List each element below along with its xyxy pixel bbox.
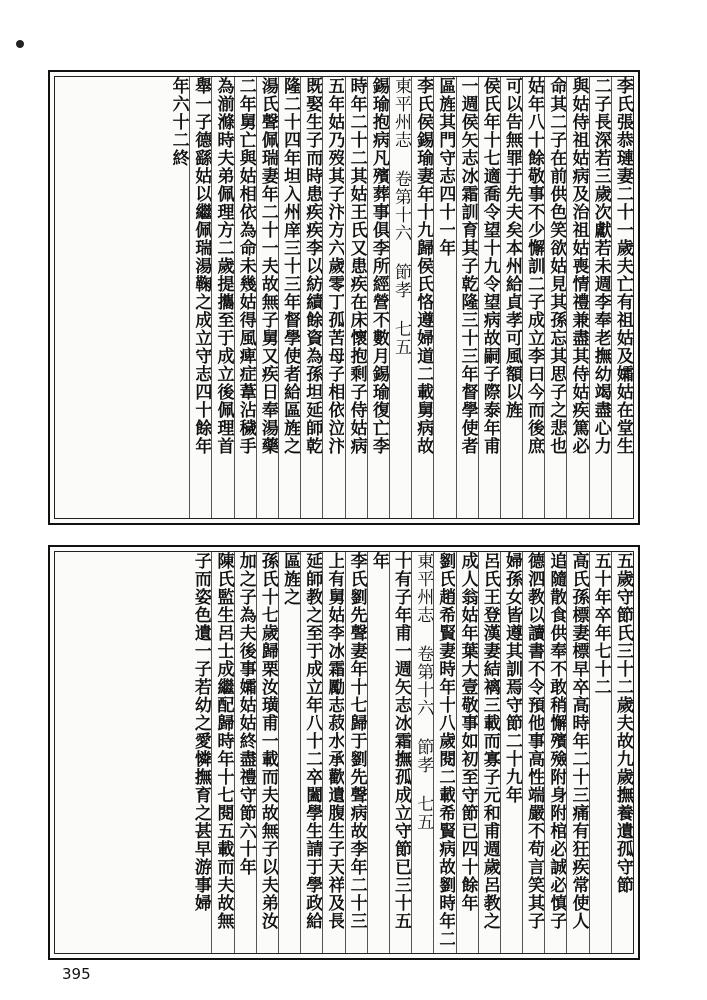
- text-column: 呂氏王登漢妻結褵三載而寡子元和甫週歲呂教之: [478, 552, 500, 953]
- text-column: 命其二子在前供色笑欲姑見其孫忘其思子之悲也: [544, 77, 566, 518]
- fold-marker-column: 東平州志 卷第十六 節孝 七五: [411, 552, 433, 953]
- bottom-columns: [54, 551, 634, 954]
- text-column: 追隨散食供奉不敢稍懈殯殮附身附棺必誠必慎子: [544, 552, 566, 953]
- text-column: 五十年卒年七十二: [589, 552, 611, 953]
- text-column: 可以告無罪于先夫矣本州給貞孝可風額以旌: [500, 77, 522, 518]
- text-column: 既娶生子而時患疾疾李以紡績餘資為孫坦延師乾: [300, 77, 322, 518]
- binding-hole-icon: [16, 40, 24, 48]
- text-column: 為湔滌時夫弟佩理方二歲提攜至于成立後佩理首: [211, 77, 233, 518]
- text-column: 隆二十四年坦入州庠三十三年督學使者給區旌之: [278, 77, 300, 518]
- text-column: 時年二十二其姑王氏又患疾在床懷抱剩子侍姑病: [345, 77, 367, 518]
- text-column: 李氏侯錫瑜妻年十九歸侯氏恪遵婦道二載舅病故: [411, 77, 433, 518]
- text-column: 姑年八十餘敬事不少懈訓二子成立李曰今而後庶: [522, 77, 544, 518]
- text-column: 區旌之: [278, 552, 300, 953]
- text-column: 二子長深若三歲次獻若未週李奉老撫幼竭盡心力: [589, 77, 611, 518]
- bottom-text-panel: [48, 545, 640, 960]
- text-column: 湯氏聲佩瑞妻年二十一夫故無子舅又疾日奉湯藥: [256, 77, 278, 518]
- text-column: 加之子為夫後事孀姑姑終盡禮守節六十年: [234, 552, 256, 953]
- text-column: 婦孫女皆遵其訓焉守節二十九年: [500, 552, 522, 953]
- text-column: 陳氏監生呂士成繼配歸時年十七閱五載而夫故無: [211, 552, 233, 953]
- text-column: 年六十二終: [168, 77, 189, 167]
- top-columns: [54, 76, 634, 519]
- text-column: 高氏孫標妻標早卒高時年二十三痛有狂疾常使人: [566, 552, 588, 953]
- text-column: 二年舅亡與姑相依為命未幾姑得風痺症葦沾穢手: [234, 77, 256, 518]
- text-column: 年: [367, 552, 389, 953]
- text-column: 五歲守節氏三十二歲夫故九歲撫養遺孤守節: [611, 552, 633, 953]
- top-text-panel: [48, 70, 640, 525]
- text-column: 舉一子德繇姑以繼佩瑞湯鞠之成立守志四十餘年: [189, 77, 211, 518]
- text-column: 成人翁姑年葉大壹敬事如初至守節已四十餘年: [456, 552, 478, 953]
- text-column: 上有舅姑李冰霜勵志菽水承歡遺腹生子天祥及長: [322, 552, 344, 953]
- text-column: 李氏張恭璉妻二十一歲夫亡有祖姑及孀姑在堂生: [611, 77, 633, 518]
- text-column: 子而姿色遺一子若幼之愛憐撫育之甚早游事婦: [190, 552, 211, 912]
- text-column: 一週侯矢志冰霜訓育其子乾隆三十三年督學使者: [456, 77, 478, 518]
- text-column: 錫瑜抱病凡殯葬事俱李所經營不數月錫瑜復亡李: [367, 77, 389, 518]
- text-column: 侯氏年十七適喬令望十九令望病故嗣子際泰年甫: [478, 77, 500, 518]
- text-column: 延師教之至于成立年八十二卒闔學生請于學政給: [300, 552, 322, 953]
- text-column: 孫氏十七歲歸栗汝璜甫一載而夫故無子以夫弟汝: [256, 552, 278, 953]
- text-column: 十有子年甫一週矢志冰霜撫孤成立守節已三十五: [389, 552, 411, 953]
- text-column: 區旌其門守志四十一年: [433, 77, 455, 518]
- text-column: 劉氏趙希賢妻時年十八歲閱二載希賢病故劉時年二: [433, 552, 455, 953]
- fold-marker-column: 東平州志 卷第十六 節孝 七五: [389, 77, 411, 518]
- text-column: 五年姑乃歿其子汴方六歲零丁孤苦母子相依泣汴: [322, 77, 344, 518]
- text-column: 與姑侍祖姑病及治祖姑喪情禮兼盡其侍姑疾篤必: [566, 77, 588, 518]
- text-column: 李氏劉先聲妻年十七歸于劉先聲病故李年二十三: [345, 552, 367, 953]
- text-column: 德泗教以讀書不令預他事高性端嚴不苟言笑其子: [522, 552, 544, 953]
- page-number: 395: [62, 965, 91, 983]
